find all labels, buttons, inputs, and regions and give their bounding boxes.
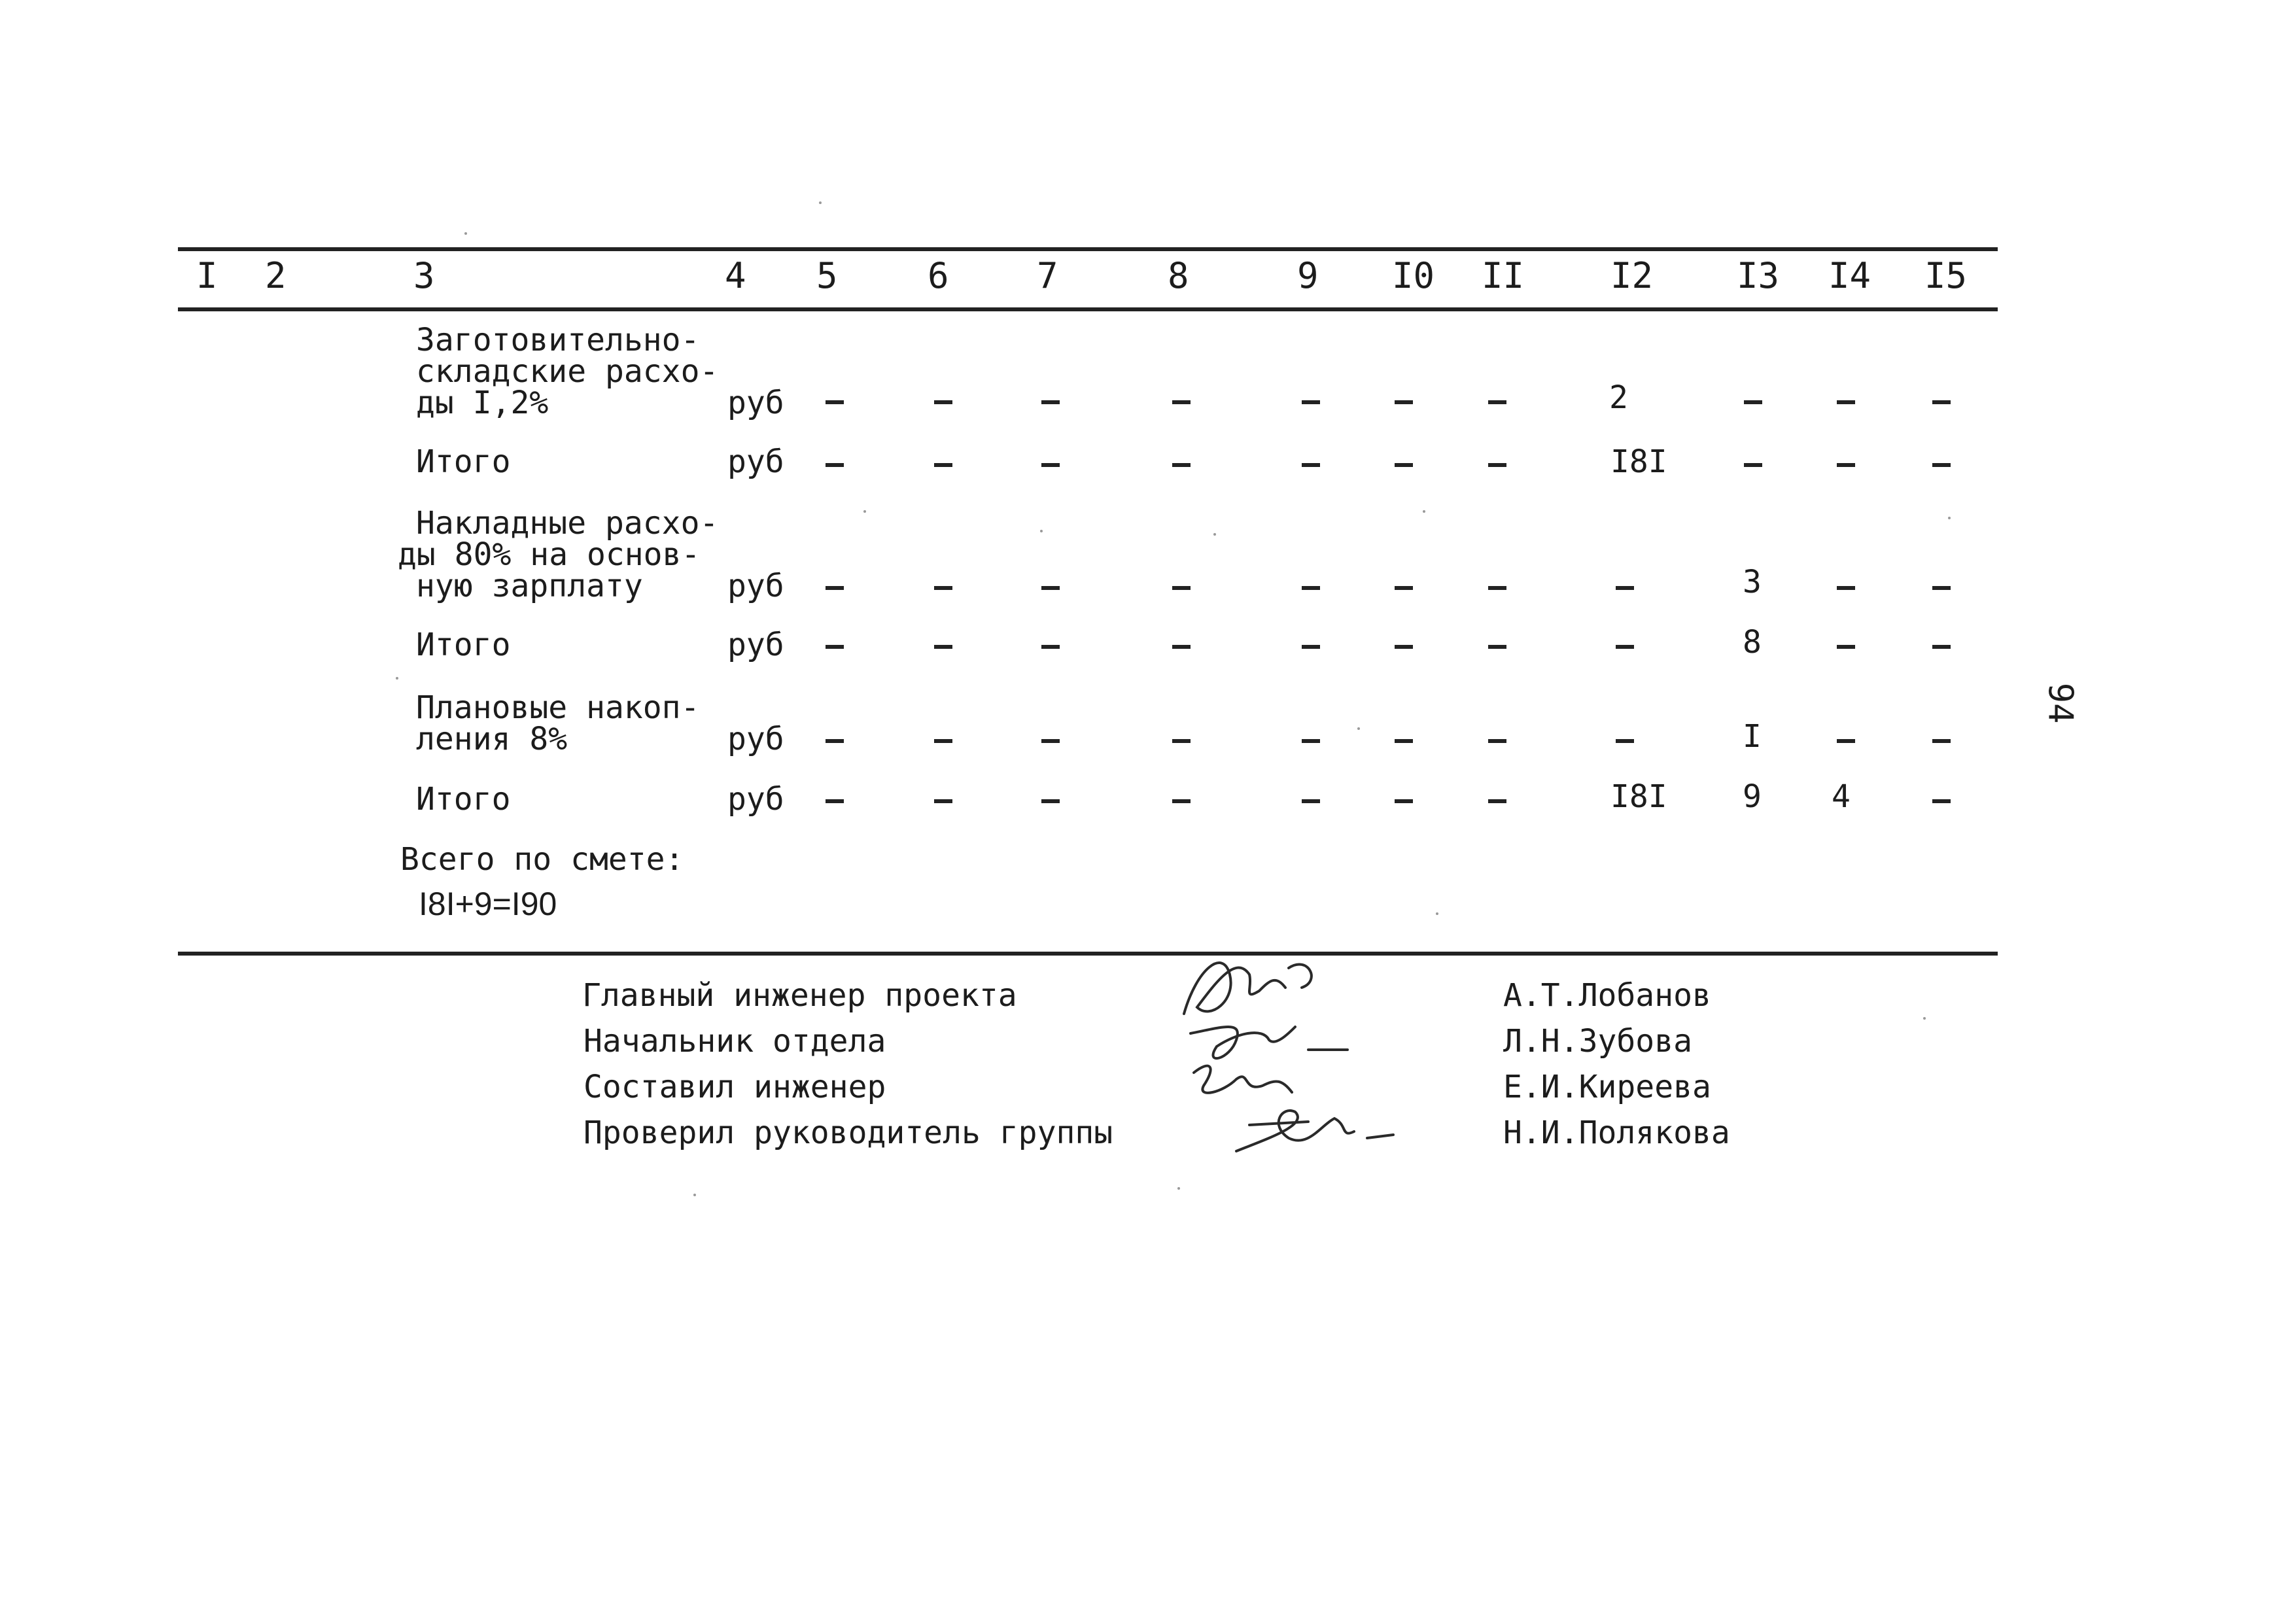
row-unit: руб — [727, 385, 784, 421]
row-unit: руб — [727, 568, 784, 604]
col-header-7: 7 — [1037, 255, 1058, 296]
empty-cell-dash — [826, 645, 844, 649]
col-header-10: I0 — [1392, 255, 1435, 296]
empty-cell-dash — [1932, 400, 1951, 404]
empty-cell-dash — [1302, 463, 1320, 467]
row-description-line: Заготовительно- — [416, 322, 700, 358]
empty-cell-dash — [826, 586, 844, 590]
col-header-3: 3 — [413, 255, 435, 296]
col-header-1: I — [196, 255, 218, 296]
empty-cell-dash — [1172, 799, 1191, 803]
row-description-line: Итого — [416, 443, 511, 480]
empty-cell-dash — [934, 799, 952, 803]
col-header-8: 8 — [1168, 255, 1189, 296]
empty-cell-dash — [934, 739, 952, 743]
empty-cell-dash — [1932, 739, 1951, 743]
row-description-line: ды 80% на основ- — [398, 536, 701, 573]
empty-cell-dash — [1302, 400, 1320, 404]
row-description-line: Итого — [416, 627, 511, 663]
empty-cell-dash — [1041, 400, 1060, 404]
empty-cell-dash — [1395, 799, 1413, 803]
col-header-13: I3 — [1737, 255, 1780, 296]
empty-cell-dash — [1488, 739, 1506, 743]
row-value-col12: 2 — [1609, 379, 1628, 416]
empty-cell-dash — [1616, 645, 1634, 649]
table-bottom-rule — [178, 952, 1998, 956]
empty-cell-dash — [1302, 645, 1320, 649]
empty-cell-dash — [1744, 463, 1762, 467]
table-top-rule — [178, 247, 1998, 251]
empty-cell-dash — [1395, 586, 1413, 590]
col-header-12: I2 — [1610, 255, 1654, 296]
empty-cell-dash — [1395, 400, 1413, 404]
empty-cell-dash — [1488, 799, 1506, 803]
signature-name: Н.И.Полякова — [1503, 1114, 1730, 1151]
col-header-6: 6 — [928, 255, 949, 296]
col-header-11: II — [1482, 255, 1525, 296]
signature-name: А.Т.Лобанов — [1503, 977, 1711, 1014]
row-description-line: ления 8% — [416, 721, 568, 757]
empty-cell-dash — [1172, 400, 1191, 404]
row-description-line: складские расхо- — [416, 353, 719, 390]
empty-cell-dash — [1837, 645, 1855, 649]
empty-cell-dash — [1932, 586, 1951, 590]
row-description-line: Накладные расхо- — [416, 505, 719, 542]
empty-cell-dash — [826, 799, 844, 803]
empty-cell-dash — [1488, 400, 1506, 404]
col-header-2: 2 — [265, 255, 287, 296]
empty-cell-dash — [1172, 739, 1191, 743]
empty-cell-dash — [934, 586, 952, 590]
col-header-4: 4 — [725, 255, 746, 296]
row-value-col12: I8I — [1610, 778, 1667, 815]
empty-cell-dash — [934, 463, 952, 467]
col-header-14: I4 — [1828, 255, 1871, 296]
signature-role: Начальник отдела — [583, 1023, 886, 1060]
empty-cell-dash — [1837, 463, 1855, 467]
signature-name: Л.Н.Зубова — [1503, 1023, 1692, 1060]
row-unit: руб — [727, 443, 784, 480]
empty-cell-dash — [1172, 645, 1191, 649]
col-header-5: 5 — [816, 255, 838, 296]
empty-cell-dash — [1837, 586, 1855, 590]
row-value-col14: 4 — [1832, 778, 1851, 815]
row-description-line: ды I,2% — [416, 385, 549, 421]
empty-cell-dash — [1837, 400, 1855, 404]
empty-cell-dash — [1932, 463, 1951, 467]
empty-cell-dash — [1041, 739, 1060, 743]
empty-cell-dash — [1302, 799, 1320, 803]
signature-role: Проверил руководитель группы — [583, 1114, 1113, 1151]
row-unit: руб — [727, 781, 784, 818]
empty-cell-dash — [934, 400, 952, 404]
empty-cell-dash — [1395, 739, 1413, 743]
empty-cell-dash — [1616, 586, 1634, 590]
total-label: Всего по смете: — [400, 841, 684, 878]
row-value-col13: I — [1743, 718, 1762, 755]
row-value-col12: I8I — [1610, 443, 1667, 480]
empty-cell-dash — [1837, 739, 1855, 743]
empty-cell-dash — [1616, 739, 1634, 743]
col-header-9: 9 — [1297, 255, 1319, 296]
empty-cell-dash — [826, 739, 844, 743]
total-formula: I8I+9=I90 — [419, 886, 557, 922]
col-header-15: I5 — [1924, 255, 1968, 296]
empty-cell-dash — [1302, 586, 1320, 590]
row-description-line: ную зарплату — [416, 568, 643, 604]
empty-cell-dash — [826, 463, 844, 467]
empty-cell-dash — [1302, 739, 1320, 743]
empty-cell-dash — [1932, 799, 1951, 803]
empty-cell-dash — [1488, 463, 1506, 467]
empty-cell-dash — [1395, 463, 1413, 467]
empty-cell-dash — [934, 645, 952, 649]
empty-cell-dash — [1488, 586, 1506, 590]
empty-cell-dash — [1041, 463, 1060, 467]
row-unit: руб — [727, 627, 784, 663]
empty-cell-dash — [826, 400, 844, 404]
row-value-col13: 8 — [1743, 624, 1762, 661]
empty-cell-dash — [1744, 400, 1762, 404]
empty-cell-dash — [1488, 645, 1506, 649]
empty-cell-dash — [1395, 645, 1413, 649]
signature-name: Е.И.Киреева — [1503, 1069, 1711, 1105]
empty-cell-dash — [1172, 586, 1191, 590]
empty-cell-dash — [1932, 645, 1951, 649]
empty-cell-dash — [1172, 463, 1191, 467]
empty-cell-dash — [1041, 799, 1060, 803]
row-description-line: Плановые накоп- — [416, 689, 700, 726]
row-unit: руб — [727, 721, 784, 757]
empty-cell-dash — [1041, 586, 1060, 590]
empty-cell-dash — [1041, 645, 1060, 649]
row-value-col13: 9 — [1743, 778, 1762, 815]
signature-role: Составил инженер — [583, 1069, 886, 1105]
row-description-line: Итого — [416, 781, 511, 818]
handwritten-signatures — [1138, 929, 1465, 1177]
signature-role: Главный инженер проекта — [582, 977, 1017, 1014]
row-value-col13: 3 — [1743, 564, 1762, 600]
table-header-rule — [178, 307, 1998, 311]
page-number: 94 — [2040, 682, 2080, 724]
